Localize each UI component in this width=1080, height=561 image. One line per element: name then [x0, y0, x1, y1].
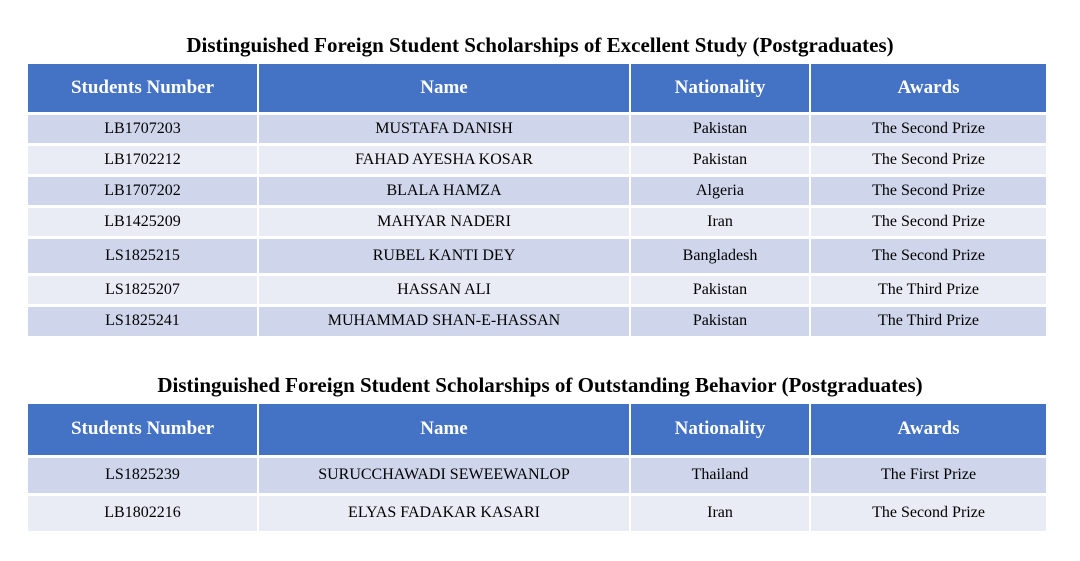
cell-nationality: Algeria	[630, 175, 810, 206]
table-body	[28, 456, 1046, 531]
table2-title: Distinguished Foreign Student Scholarships of Outstanding Behavior (Postgraduates)	[157, 373, 923, 397]
header-row	[28, 64, 1046, 113]
cell-name: MUSTAFA DANISH	[258, 113, 630, 144]
cell-student-number: LS1825239	[28, 456, 258, 494]
col-header-name: Name	[258, 64, 630, 113]
table-body	[28, 113, 1046, 336]
col-header-students-number: Students Number	[28, 64, 258, 113]
cell-award: The Second Prize	[810, 237, 1046, 274]
cell-name: RUBEL KANTI DEY	[258, 237, 630, 274]
excellent-study-table	[28, 64, 1046, 336]
cell-nationality: Pakistan	[630, 113, 810, 144]
cell-name: MAHYAR NADERI	[258, 206, 630, 237]
cell-award: The First Prize	[810, 456, 1046, 494]
table-row	[28, 113, 1046, 144]
col-header-awards: Awards	[810, 64, 1046, 113]
col-header-awards: Awards	[810, 404, 1046, 456]
table-row	[28, 175, 1046, 206]
cell-award: The Third Prize	[810, 274, 1046, 305]
cell-name: BLALA HAMZA	[258, 175, 630, 206]
cell-nationality: Pakistan	[630, 305, 810, 336]
cell-award: The Second Prize	[810, 113, 1046, 144]
cell-nationality: Pakistan	[630, 144, 810, 175]
cell-nationality: Thailand	[630, 456, 810, 494]
table-row	[28, 144, 1046, 175]
cell-student-number: LS1825241	[28, 305, 258, 336]
cell-award: The Third Prize	[810, 305, 1046, 336]
cell-name: MUHAMMAD SHAN-E-HASSAN	[258, 305, 630, 336]
table-row	[28, 237, 1046, 274]
cell-award: The Second Prize	[810, 175, 1046, 206]
cell-student-number: LB1702212	[28, 144, 258, 175]
table-row	[28, 305, 1046, 336]
header-row	[28, 404, 1046, 456]
cell-award: The Second Prize	[810, 494, 1046, 531]
outstanding-behavior-table	[28, 404, 1046, 531]
cell-student-number: LB1707203	[28, 113, 258, 144]
cell-name: HASSAN ALI	[258, 274, 630, 305]
table1-title: Distinguished Foreign Student Scholarships of Excellent Study (Postgraduates)	[186, 33, 894, 57]
cell-award: The Second Prize	[810, 144, 1046, 175]
table-row	[28, 456, 1046, 494]
cell-nationality: Bangladesh	[630, 237, 810, 274]
cell-name: SURUCCHAWADI SEWEEWANLOP	[258, 456, 630, 494]
cell-nationality: Pakistan	[630, 274, 810, 305]
cell-student-number: LS1825215	[28, 237, 258, 274]
cell-student-number: LS1825207	[28, 274, 258, 305]
cell-student-number: LB1707202	[28, 175, 258, 206]
cell-nationality: Iran	[630, 206, 810, 237]
cell-name: ELYAS FADAKAR KASARI	[258, 494, 630, 531]
cell-nationality: Iran	[630, 494, 810, 531]
col-header-name: Name	[258, 404, 630, 456]
table-row	[28, 494, 1046, 531]
cell-student-number: LB1425209	[28, 206, 258, 237]
cell-student-number: LB1802216	[28, 494, 258, 531]
col-header-students-number: Students Number	[28, 404, 258, 456]
col-header-nationality: Nationality	[630, 404, 810, 456]
col-header-nationality: Nationality	[630, 64, 810, 113]
cell-award: The Second Prize	[810, 206, 1046, 237]
table-row	[28, 206, 1046, 237]
table-row	[28, 274, 1046, 305]
cell-name: FAHAD AYESHA KOSAR	[258, 144, 630, 175]
